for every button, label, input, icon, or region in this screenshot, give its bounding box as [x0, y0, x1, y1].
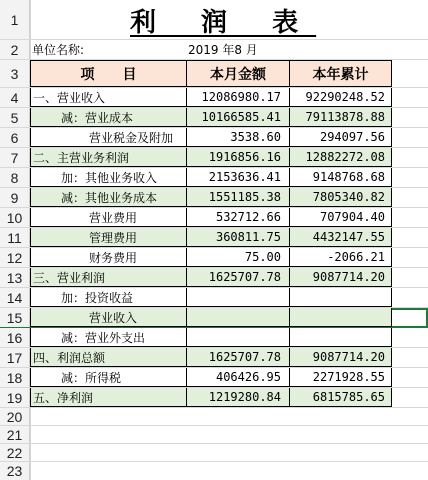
table-row[interactable]	[0, 148, 428, 168]
table-row[interactable]	[0, 108, 428, 128]
ytd-amount[interactable]: 9087714.20	[289, 348, 392, 367]
unit-name-label: 单位名称:	[32, 43, 85, 57]
row-number[interactable]: 10	[0, 208, 30, 227]
month-amount[interactable]: 360811.75	[186, 228, 289, 247]
item-label[interactable]: 管理费用	[30, 228, 186, 247]
month-amount[interactable]: 1625707.78	[186, 348, 289, 367]
row-number[interactable]: 13	[0, 268, 30, 287]
ytd-amount[interactable]: 4432147.55	[289, 228, 392, 247]
row-number[interactable]: 5	[0, 108, 30, 127]
month-amount[interactable]: 2153636.41	[186, 168, 289, 187]
row-number[interactable]: 9	[0, 188, 30, 207]
month-amount[interactable]: 1551185.38	[186, 188, 289, 207]
sheet-row[interactable]	[0, 40, 428, 60]
row-number[interactable]: 6	[0, 128, 30, 147]
item-label[interactable]: 减：其他业务成本	[30, 188, 186, 207]
row-number[interactable]: 14	[0, 288, 30, 307]
month-amount[interactable]: 406426.95	[186, 368, 289, 387]
header-ytd-amount: 本年累计	[289, 60, 392, 87]
month-amount[interactable]: 12086980.17	[186, 88, 289, 107]
header-item: 项 目	[30, 60, 186, 87]
row-number[interactable]: 1	[0, 0, 30, 39]
item-label[interactable]: 四、利润总额	[30, 348, 186, 367]
table-row[interactable]	[0, 188, 428, 208]
report-title: 利 润 表	[130, 7, 317, 38]
row-number[interactable]: 20	[0, 408, 30, 425]
item-label[interactable]: 财务费用	[30, 248, 186, 267]
month-amount[interactable]: 3538.60	[186, 128, 289, 147]
table-row[interactable]	[0, 288, 428, 308]
item-label[interactable]: 减：营业成本	[30, 108, 186, 127]
item-label[interactable]: 减：所得税	[30, 368, 186, 387]
month-amount[interactable]: 75.00	[186, 248, 289, 267]
sheet-row[interactable]	[0, 0, 428, 40]
ytd-amount[interactable]: 294097.56	[289, 128, 392, 147]
ytd-amount[interactable]: 9087714.20	[289, 268, 392, 287]
item-label[interactable]: 三、营业利润	[30, 268, 186, 287]
ytd-amount[interactable]: 9148768.68	[289, 168, 392, 187]
item-label[interactable]: 一、营业收入	[30, 88, 186, 107]
table-row[interactable]	[0, 348, 428, 368]
row-number[interactable]: 23	[0, 462, 30, 480]
row-number[interactable]: 21	[0, 426, 30, 443]
table-row[interactable]	[0, 208, 428, 228]
item-label[interactable]: 加：投资收益	[30, 288, 186, 307]
ytd-amount[interactable]	[289, 328, 392, 347]
ytd-amount[interactable]: 7805340.82	[289, 188, 392, 207]
month-amount[interactable]: 532712.66	[186, 208, 289, 227]
header-row	[0, 60, 428, 88]
row-number[interactable]: 22	[0, 444, 30, 461]
sheet-row[interactable]	[0, 408, 428, 426]
sheet-row[interactable]	[0, 462, 428, 480]
ytd-amount[interactable]	[289, 308, 392, 327]
row-number[interactable]: 8	[0, 168, 30, 187]
sheet-row[interactable]	[0, 444, 428, 462]
ytd-amount[interactable]: 6815785.65	[289, 388, 392, 407]
row-number[interactable]: 2	[0, 40, 30, 59]
table-row[interactable]	[0, 388, 428, 408]
table-row[interactable]	[0, 308, 428, 328]
ytd-amount[interactable]: 79113878.88	[289, 108, 392, 127]
table-row[interactable]	[0, 168, 428, 188]
item-label[interactable]: 五、净利润	[30, 388, 186, 407]
table-row[interactable]	[0, 248, 428, 268]
row-number[interactable]: 7	[0, 148, 30, 167]
table-row[interactable]	[0, 128, 428, 148]
item-label[interactable]: 营业收入	[30, 308, 186, 327]
table-row[interactable]	[0, 228, 428, 248]
ytd-amount[interactable]: -2066.21	[289, 248, 392, 267]
month-amount[interactable]: 10166585.41	[186, 108, 289, 127]
month-amount[interactable]: 1916856.16	[186, 148, 289, 167]
header-month-amount: 本月金额	[186, 60, 289, 87]
sheet-row[interactable]	[0, 426, 428, 444]
ytd-amount[interactable]: 92290248.52	[289, 88, 392, 107]
ytd-amount[interactable]	[289, 288, 392, 307]
row-number[interactable]: 18	[0, 368, 30, 387]
table-row[interactable]	[0, 328, 428, 348]
month-amount[interactable]: 1219280.84	[186, 388, 289, 407]
ytd-amount[interactable]: 707904.40	[289, 208, 392, 227]
ytd-amount[interactable]: 2271928.55	[289, 368, 392, 387]
row-number[interactable]: 16	[0, 328, 30, 347]
item-label[interactable]: 减：营业外支出	[30, 328, 186, 347]
month-amount[interactable]	[186, 328, 289, 347]
month-amount[interactable]: 1625707.78	[186, 268, 289, 287]
row-number[interactable]: 11	[0, 228, 30, 247]
table-row[interactable]	[0, 268, 428, 288]
row-number[interactable]: 15	[0, 308, 30, 327]
row-number[interactable]: 4	[0, 88, 30, 107]
month-amount[interactable]	[186, 288, 289, 307]
row-number[interactable]: 17	[0, 348, 30, 367]
item-label[interactable]: 营业税金及附加	[30, 128, 186, 147]
row-number[interactable]: 12	[0, 248, 30, 267]
table-row[interactable]	[0, 88, 428, 108]
report-period: 2019 年8 月	[188, 43, 258, 57]
item-label[interactable]: 营业费用	[30, 208, 186, 227]
row-number[interactable]: 3	[0, 60, 30, 87]
item-label[interactable]: 二、主营业务利润	[30, 148, 186, 167]
table-row[interactable]	[0, 368, 428, 388]
row-number[interactable]: 19	[0, 388, 30, 407]
ytd-amount[interactable]: 12882272.08	[289, 148, 392, 167]
item-label[interactable]: 加：其他业务收入	[30, 168, 186, 187]
month-amount[interactable]	[186, 308, 289, 327]
